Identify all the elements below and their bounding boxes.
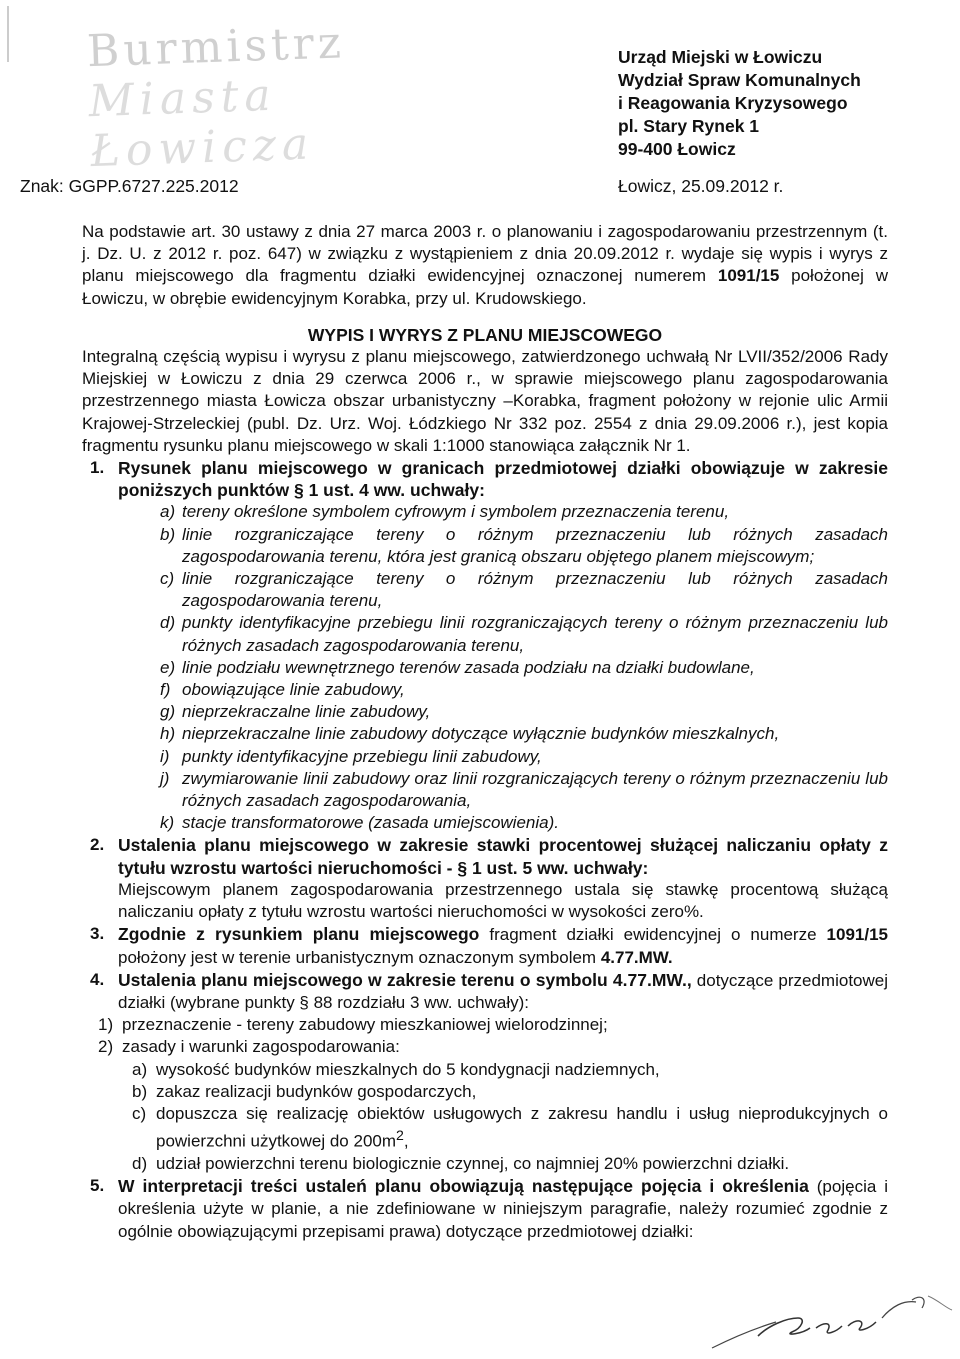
org-line: 99-400 Łowicz [618,139,736,159]
list-item [118,612,888,656]
section-number: 4. [90,969,105,989]
section-4-intro [118,969,888,1014]
item-text: punkty identyfikacyjne przebiegu linii zabudowy, [182,746,542,766]
list-item [82,1081,888,1103]
handwritten-signature [706,1288,956,1354]
item-marker: h) [160,724,176,744]
item-text: zwymiarowanie linii zabudowy oraz linii rozgraniczających tereny o różnym przeznaczeniu lub różnych zasadach zagospodarowania, [182,768,888,811]
item-text: przeznaczenie - tereny zabudowy mieszkaniowej wielorodzinnej; [122,1015,608,1035]
document-date: Łowicz, 25.09.2012 r. [618,176,784,196]
list-item [118,812,888,834]
zone-symbol: 4.77.MW. [600,947,673,967]
list-item [118,723,888,745]
section-5 [82,1175,888,1243]
list-item [118,679,888,701]
intro-text-end: położonej w Łowiczu, w obrębie ewidencyjnym Korabka, przy ul. Krudowskiego. [82,266,888,308]
list-item [118,657,888,679]
superscript: 2 [396,1128,404,1145]
item-text: tereny określone symbolem cyfrowym i symbolem przeznaczenia terenu, [182,502,730,522]
list-item [82,1103,888,1153]
list-item [118,568,888,612]
burmistrz-stamp [86,17,390,178]
item-marker: 1) [98,1015,114,1035]
item-text: obowiązujące linie zabudowy, [182,680,405,700]
section-1 [82,457,888,834]
list-item [118,524,888,568]
item-text: dopuszcza się realizację obiektów usługowych z zakresu handlu i usług nieprodukcyjnych o powierzchni użytkowej do 200m [156,1103,888,1151]
item-marker: k) [160,813,175,833]
list-item [82,1059,888,1081]
scan-edge-mark [4,4,12,64]
list-item [82,1036,888,1058]
item-text: linie rozgraniczające tereny o różnym przeznaczeniu lub różnych zasadach zagospodarowania terenu, która jest granicą obszaru objętego planem miejscowym; [182,524,888,566]
org-line: Urząd Miejski w Łowiczu [618,47,823,67]
item-marker: 2) [98,1037,114,1057]
item-text: linie podziału wewnętrznego terenów zasada podziału na działki budowlane, [182,657,755,677]
item-marker: a) [132,1059,148,1079]
item-text: zasady i warunki zagospodarowania: [122,1037,400,1057]
section-3-text [118,923,888,968]
item-marker: b) [132,1081,148,1101]
item-text: stacje transformatorowe (zasada umiejscowienia). [182,813,559,833]
org-line: pl. Stary Rynek 1 [618,116,760,136]
org-line: i Reagowania Kryzysowego [618,93,848,113]
section-3 [82,923,888,968]
section-4 [82,969,888,1014]
section-2 [82,834,888,923]
list-item [118,701,888,723]
section-5-text-block [118,1175,888,1243]
lead-paragraph: Integralną częścią wypisu i wyrysu z planu miejscowego, zatwierdzonego uchwałą Nr LVII/352/2006 Rady Miejskiej w Łowiczu z dnia 29 czerwca 2006 r., w sprawie miejscowego planu zagospodarowania przestrzennego miasta Łowicza obszar urbanistyczny –Korabka, fragment położony w rejonie ulic Armii Krajowej-Strzeleckiej (publ. Dz. Urz. Woj. Łódzkiego Nr 332 poz. 2554 z dnia 29.09.2006 r.), jest kopia fragmentu rysunku planu miejscowego w skali 1:1000 stanowiąca załącznik Nr 1. [82,347,888,455]
item-marker: f) [160,680,171,700]
item-marker: c) [160,569,175,589]
item-text: nieprzekraczalne linie zabudowy dotyczące wyłącznie budynków mieszkalnych, [182,724,780,744]
section-4-text: dotyczące przedmiotowej działki (wybrane punkty § 88 rozdziału 3 ww. uchwały): [118,970,889,1012]
list-item [118,746,888,768]
section-1-list [118,501,888,834]
section-5-text: (pojęcia i określenia użyte w planie, a nie zdefiniowane w niniejszym paragrafie, należy rozumieć zgodnie z ogólnie obowiązującymi przepisami prawa) dotyczące przedmiotowej działki: [118,1177,888,1241]
item-text: nieprzekraczalne linie zabudowy, [182,702,431,722]
intro-paragraph [82,221,888,310]
section-number: 2. [90,835,105,855]
stamp-line-2: Miasta Łowicza [87,69,315,178]
section-1-heading: Rysunek planu miejscowego w granicach przedmiotowej działki obowiązuje w zakresie poniższych punktów § 1 ust. 4 ww. uchwały: [118,458,888,501]
section-5-heading: W interpretacji treści ustaleń planu obowiązują następujące pojęcia i określenia [118,1176,809,1197]
item-text: linie rozgraniczające tereny o różnym przeznaczeniu lub różnych zasadach zagospodarowania terenu, [182,569,888,611]
section-number: 5. [90,1176,105,1196]
section-3-text-a: fragment działki ewidencyjnej o numerze [479,925,827,945]
document-body [82,221,888,1243]
item-text: wysokość budynków mieszkalnych do 5 kondygnacji nadziemnych, [156,1059,660,1079]
section-4-sublist [82,1059,888,1176]
item-marker: j) [160,768,170,788]
item-marker: g) [160,702,176,722]
parcel-number: 1091/15 [717,266,780,286]
section-number: 1. [90,458,105,478]
item-marker: d) [160,613,176,633]
office-address [618,46,861,161]
item-marker: a) [160,502,176,522]
section-4-list [82,1014,888,1058]
section-3-text-b: położony jest w terenie urbanistycznym oznaczonym symbolem [118,947,601,967]
list-item [118,768,888,812]
item-text-tail: , [403,1131,409,1151]
section-2-heading: Ustalenia planu miejscowego w zakresie stawki procentowej służącej naliczaniu opłaty z tytułu wzrostu wartości nieruchomości - § 1 ust. 5 ww. uchwały: [118,835,888,878]
section-4-heading: Ustalenia planu miejscowego w zakresie terenu o symbolu 4.77.MW., [118,969,692,990]
intro-text: Na podstawie art. 30 ustawy z dnia 27 marca 2003 r. o planowaniu i zagospodarowaniu przestrzennym (t. j. Dz. U. z 2012 r. poz. 647) w związku z wystąpieniem z dnia 20.09.2012 r. wydaje się wypis i wyrys z planu miejscowego dla fragmentu działki ewidencyjnej oznaczonej numerem [82,222,888,286]
item-marker: c) [132,1103,147,1123]
item-marker: d) [132,1153,148,1173]
stamp-line-1: Burmistrz [86,17,346,78]
item-marker: i) [160,746,170,766]
reference-number: Znak: GGPP.6727.225.2012 [20,176,239,196]
section-number: 3. [90,924,105,944]
list-item [118,501,888,523]
item-marker: e) [160,657,176,677]
section-2-text: Miejscowym planem zagospodarowania przestrzennego ustala się stawkę procentową służącą naliczaniu opłaty z tytułu wzrostu wartości nieruchomości w wysokości zero%. [118,879,888,922]
item-text: zakaz realizacji budynków gospodarczych, [156,1081,477,1101]
item-marker: b) [160,524,176,544]
list-item [82,1014,888,1036]
org-line: Wydział Spraw Komunalnych [618,70,861,90]
item-text: punkty identyfikacyjne przebiegu linii rozgraniczających tereny o różnym przeznaczeniu lub różnych zasadach zagospodarowania terenu, [182,613,888,655]
parcel-number: 1091/15 [826,925,888,945]
section-heading: WYPIS I WYRYS Z PLANU MIEJSCOWEGO [307,324,663,345]
list-item [82,1153,888,1175]
section-3-heading: Zgodnie z rysunkiem planu miejscowego [118,924,480,945]
item-text: udział powierzchni terenu biologicznie czynnej, co najmniej 20% powierzchni działki. [156,1153,790,1173]
